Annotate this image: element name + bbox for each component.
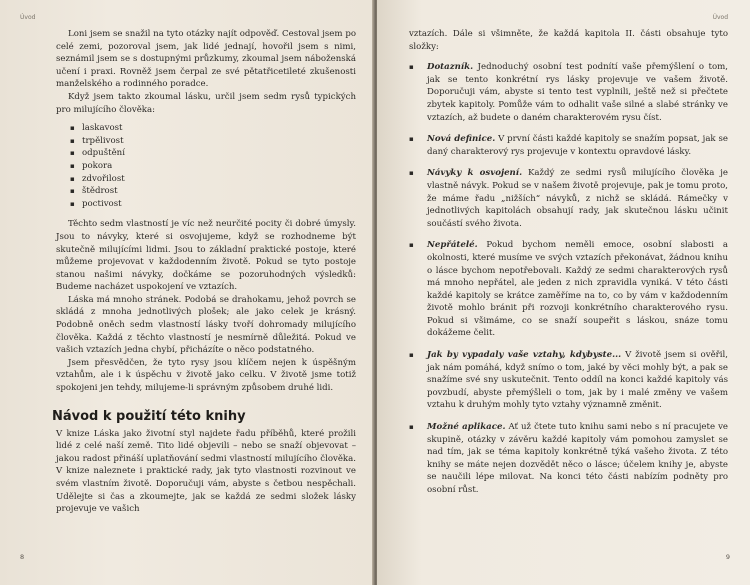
paragraph: Jsem přesvědčen, že tyto rysy jsou klíčem nejen k úspěšným vztahům, ale i k úspěchu v životě jako celku. V životě jsme totiž spokojeni jen tehdy, milujeme-li správným způsobem druhé lidi. <box>56 357 356 394</box>
term: Nová definice. <box>427 134 496 145</box>
paragraph: Těchto sedm vlastností je víc než neurčité pocity či dobré úmysly. Jsou to návyky, které si osvojujeme, když se rozhodneme být skutečně milujícími lidmi. Jsou to základní praktické postoje, které můžeme projevovat v každodenním životě. Pokud se tyto postoje stanou našimi návyky, dočkáme se pozoruhodných výsledků: Budeme nacházet uspokojení ve vztazích. <box>56 219 356 293</box>
list-item <box>409 421 728 497</box>
term-description: Pokud bychom neměli emoce, osobní slabosti a okolnosti, které musíme ve svých vztazích překonávat, žádnou knihu o lásce bychom nepotřebovali. Každý ze sedmi charakterových rysů má mnoho nepřátel, ale jeden z nich zpravidla vyniká. V této části každé kapitoly se krátce zaměříme na to, co by vám v každodenním životě mohlo bránit při rozvoji konkrétního charakterového rysu. Pokud si všimáme, co se snaží soupeřit s láskou, snáze tomu dokážeme čelit. <box>427 240 728 339</box>
paragraph: Loni jsem se snažil na tyto otázky najít odpověď. Cestoval jsem po celé zemi, pozoroval jsem, jak lidé jednají, hovořil jsem s nimi, seznámil jsem se s dostupnými průzkumy, zkoumal jsem náboženská učení i praxi. Rovněž jsem čerpal ze své pětatřicetileté zkušenosti manželského a rodinného poradce. <box>56 29 356 90</box>
list-item <box>409 167 728 230</box>
term-description: V životě jsem si ověřil, jak nám pomáhá, když snímo o tom, jaké by věci mohly být, a pak se snažíme své sny uskutečnit. Tento oddíl na konci každé kapitoly vás povzbudí, abyste přemýšleli o tom, jak by i malé změny ve vašem vztahu k druhým mohly tyto vztahy významně změnit. <box>427 350 728 411</box>
running-head: Úvod <box>20 14 36 21</box>
paragraph: vztazích. Dále si všimněte, že každá kapitola II. části obsahuje tyto složky: <box>409 29 728 52</box>
traits-list <box>70 122 356 210</box>
list-item <box>409 61 728 124</box>
list-item <box>409 349 728 412</box>
list-item <box>409 133 728 158</box>
list-item: ▪ laskavost <box>70 122 356 135</box>
chapter-parts-list <box>409 61 728 496</box>
left-page <box>0 0 374 585</box>
paragraph: Když jsem takto zkoumal lásku, určil jsem sedm rysů typických pro milujícího člověka: <box>56 91 356 115</box>
page-number: 9 <box>725 553 730 561</box>
paragraph: V knize Láska jako životní styl najdete řadu příběhů, které prožili lidé z celé naší země. Tito lidé objevili – nebo se snaží objevovat – jakou radost přináší uplatňování sedmi vlastností milujícího člověka. V knize naleznete i praktické rady, jak tyto vlastnosti rozvinout ve svém vlastním životě. Doporučuji vám, abyste s četbou nespěchali. Udělejte si čas a zkoumejte, jak se každá ze sedmi složek lásky projevuje ve vašich <box>56 428 356 515</box>
paragraph: Láska má mnoho stránek. Podobá se drahokamu, jehož povrch se skládá z mnoha jednotlivých plošek; ale jako celek je krásný. Podobně oněch sedm vlastností lásky tvoří dohromady milujícího člověka. Každá z těchto vlastností je nesmírně důležitá. Pokud ve vašich vztazích jedna chybí, přicházíte o něco podstatného. <box>56 294 356 356</box>
term: Jak by vypadaly vaše vztahy, kdybyste... <box>427 350 622 361</box>
list-item <box>409 239 728 340</box>
list-item: ▪ zdvořilost <box>70 173 356 186</box>
list-item: ▪ štědrost <box>70 185 356 198</box>
page-number: 8 <box>20 553 25 561</box>
term: Nepřátelé. <box>427 240 478 251</box>
list-item: ▪ pokora <box>70 160 356 173</box>
term: Návyky k osvojení. <box>427 168 523 179</box>
term-description: Ať už čtete tuto knihu sami nebo s ní pracujete ve skupině, otázky v závěru každé kapitoly vám pomohou zamyslet se nad tím, jak se téma kapitoly konkrétně týká vašeho života. Z této knihy se máte nejen dozvědět něco o lásce; účelem knihy je, abyste se naučili lépe milovat. Na konci této části nabízím podněty pro osobní růst. <box>427 422 729 495</box>
right-page <box>377 0 750 585</box>
list-item: ▪ poctivost <box>70 198 356 211</box>
list-item: ▪ trpělivost <box>70 135 356 148</box>
term-description: Každý ze sedmi rysů milujícího člověka je vlastně návyk. Pokud se v našem životě projevuje, pak je tomu proto, že máme řadu „nižších“ návyků, z nichž se skládá. Rámečky v jednotlivých kapitolách obsahují rady, jak skutečnou lásku učinit součástí svého života. <box>427 168 728 229</box>
term: Dotazník. <box>427 62 474 73</box>
term: Možné aplikace. <box>427 422 506 433</box>
running-head: Úvod <box>712 14 728 21</box>
section-heading: Návod k použití této knihy <box>52 408 246 424</box>
list-item: ▪ odpuštění <box>70 147 356 160</box>
term-description: V první části každé kapitoly se snažím popsat, jak se daný charakterový rys projevuje v kontextu opravdové lásky. <box>427 134 729 157</box>
term-description: Jednoduchý osobní test podnítí vaše přemýšlení o tom, jak se tento konkrétní rys lásky projevuje ve vašem životě. Doporučuji vám, abyste si tento test vyplnili, ještě než si přečtete zbytek kapitoly. Pomůže vám to odhalit vaše silné a slabé stránky ve vztazích, až budete o daném charakterovém rysu číst. <box>427 62 728 123</box>
